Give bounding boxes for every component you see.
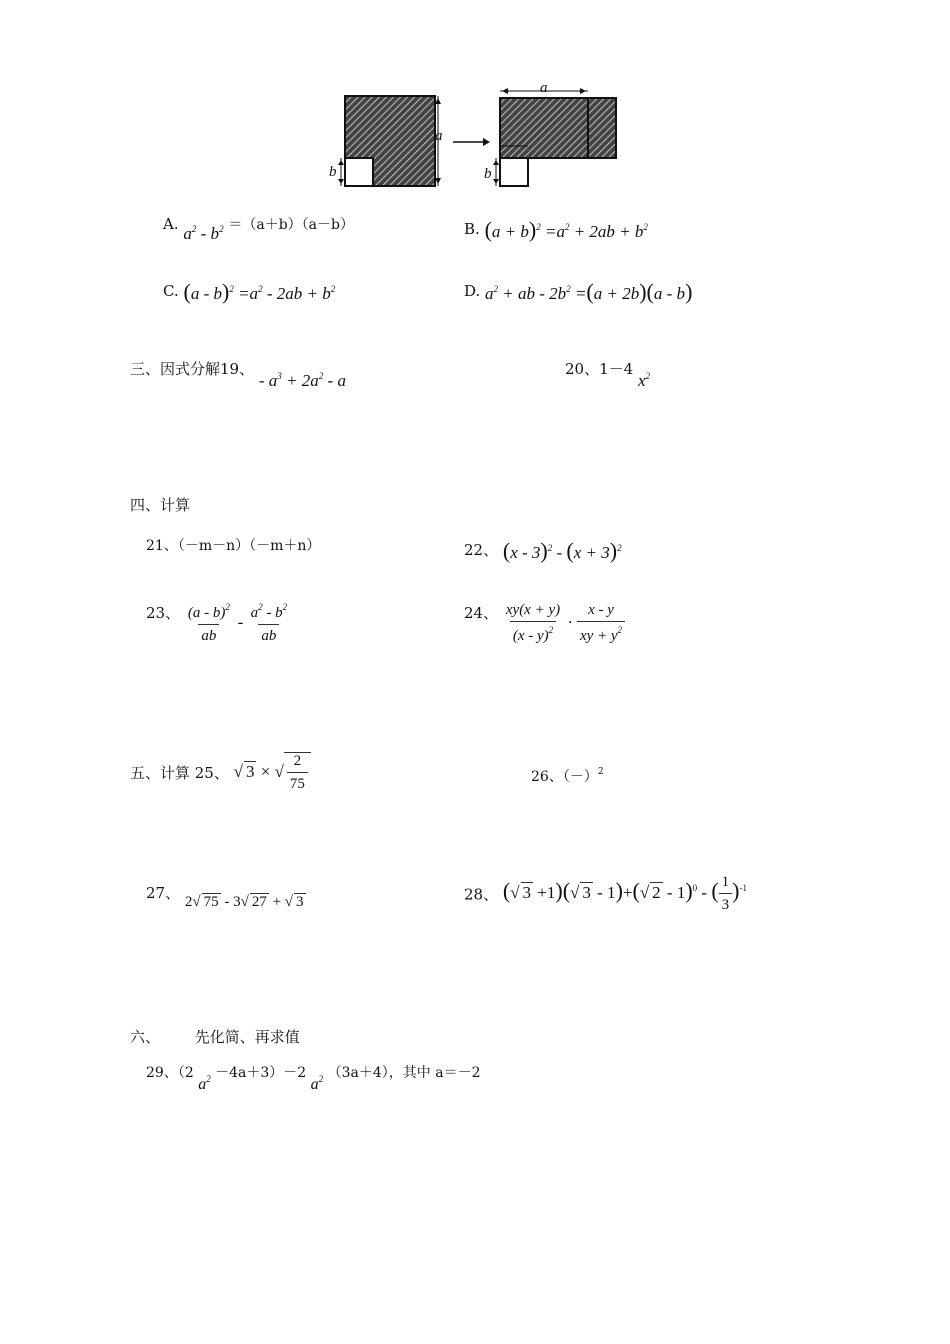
figure-label-b-right: b bbox=[484, 166, 492, 182]
q25-expression: √ 3 × √ $\frac{2}{75}$ bbox=[234, 762, 311, 781]
choice-c[interactable] bbox=[163, 276, 335, 302]
q22 bbox=[464, 535, 622, 561]
choice-b-formula: $(a + b)^2 =a^2 + 2ab + b^2$ bbox=[484, 217, 648, 242]
choice-d-formula: $a^2$ + ab - $2b^2 =(a + 2b)(a - b)$ bbox=[485, 279, 693, 304]
q21: 21、（－m－n）（－m＋n） bbox=[146, 538, 321, 554]
choice-a[interactable] bbox=[163, 214, 354, 243]
q24 bbox=[464, 602, 625, 645]
square-difference-diagram bbox=[325, 80, 625, 192]
q29-middle: －4a＋3）－2 bbox=[215, 1065, 307, 1081]
figure-label-b-left: b bbox=[329, 164, 337, 180]
q28 bbox=[464, 874, 747, 914]
q23-fraction-1: $\frac{(a - b)^2}{ab}$ bbox=[187, 602, 230, 644]
q20-label: 20、1－4 bbox=[565, 360, 634, 378]
section-4-heading: 四、计算 bbox=[130, 496, 191, 514]
q26-text: 26、（－） bbox=[531, 769, 598, 785]
right-small-square bbox=[500, 158, 528, 186]
q23-label: 23、 bbox=[146, 604, 181, 622]
right-large-rect bbox=[500, 98, 588, 158]
q27 bbox=[146, 882, 306, 910]
q29-a-squared-2: $a^2$ bbox=[310, 1074, 324, 1093]
q29-label: 29、（2 bbox=[146, 1065, 194, 1081]
section-6-title: 先化简、再求值 bbox=[194, 1028, 300, 1046]
geometry-figure bbox=[325, 80, 625, 192]
q20 bbox=[565, 358, 651, 390]
choice-d[interactable] bbox=[464, 276, 692, 302]
figure-label-a-top: a bbox=[540, 80, 548, 96]
q27-expression: 2√ 75 - 3√ 27 + √ 3 bbox=[184, 894, 304, 910]
section-3-label: 三、因式分解19、 bbox=[130, 360, 255, 378]
right-extension-rect bbox=[588, 98, 616, 158]
q24-fraction-1: $\frac{xy(x + y)}{(x - y)^2}$ bbox=[505, 602, 561, 644]
choice-d-label: D. bbox=[464, 282, 481, 300]
q28-expression: (√ 3 +1)(√ 3 - 1)+(√ 2 - 1)$^0$ - ( $\frac{1}{3}$ )$^{-1}$ bbox=[502, 874, 747, 913]
section-5-heading bbox=[130, 752, 311, 793]
q29-end: （3a＋4），其中 a＝－2 bbox=[327, 1065, 481, 1081]
q22-label: 22、 bbox=[464, 541, 499, 559]
q29 bbox=[146, 1062, 481, 1093]
q24-dot: · bbox=[567, 612, 573, 632]
choice-c-label: C. bbox=[163, 282, 179, 300]
section-3-heading bbox=[130, 358, 346, 390]
q26-exponent: 2 bbox=[597, 767, 604, 777]
q28-label: 28、 bbox=[464, 885, 499, 904]
section-6-heading bbox=[130, 1026, 300, 1047]
choice-a-rhs: ＝（a＋b）（a－b） bbox=[228, 217, 354, 233]
q29-a-squared-1: $a^2$ bbox=[198, 1074, 211, 1093]
q19-expression: - $a^3 + 2a^2 - a$ bbox=[258, 371, 346, 390]
q26 bbox=[531, 766, 604, 786]
q27-label: 27、 bbox=[146, 884, 181, 902]
q24-label: 24、 bbox=[464, 604, 499, 622]
q23-fraction-2: $\frac{a^2 - b^2}{ab}$ bbox=[250, 602, 288, 644]
choice-b-label: B. bbox=[464, 220, 480, 238]
left-small-square bbox=[345, 158, 373, 186]
section-5-label: 五、计算 25、 bbox=[130, 764, 229, 782]
choice-b[interactable] bbox=[464, 214, 648, 240]
choice-a-lhs: $a^2 - b^2$ bbox=[183, 224, 224, 243]
q23-minus: - bbox=[237, 612, 248, 632]
choice-c-formula: $(a - b)^2 =a^2 - 2ab + b^2$ bbox=[183, 279, 336, 304]
choice-a-label: A. bbox=[163, 215, 179, 233]
q24-fraction-2: $\frac{x - y}{xy + y^2}$ bbox=[577, 602, 625, 645]
q20-x-squared: $x^2$ bbox=[637, 371, 651, 390]
q22-expression: $(x - 3)^2 - (x + 3)^2$ bbox=[502, 538, 622, 563]
figure-label-a-left: a bbox=[435, 128, 443, 144]
section-6-label: 六、 bbox=[130, 1028, 161, 1046]
q23 bbox=[146, 602, 290, 645]
